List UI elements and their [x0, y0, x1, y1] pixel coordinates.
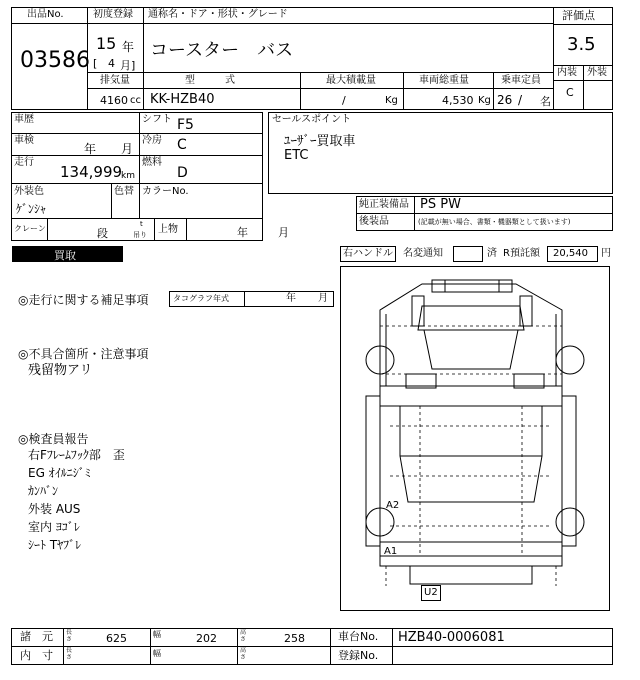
interior-width-label: 幅	[153, 649, 161, 658]
fuel-label: 燃料	[142, 157, 162, 168]
mileage-value: 134,999	[60, 163, 123, 181]
sales-point-1: ﾕｰｻﾞｰ買取車	[284, 134, 356, 149]
gross-weight-label: 車両総重量	[419, 75, 469, 86]
crane-hoist-label: 吊り	[133, 231, 147, 239]
name-change-box	[453, 246, 483, 262]
history-label: 車歴	[14, 114, 34, 125]
car-name: コースター バス	[150, 40, 294, 61]
aftermarket-label: 後装品	[359, 216, 389, 227]
deposit-label: R預託額	[503, 248, 540, 259]
displacement: 4160	[100, 94, 128, 107]
inspection-month: 月	[121, 142, 134, 156]
chassis-number: HZB40-0006081	[398, 630, 505, 645]
reg-month-open: [	[93, 57, 98, 70]
fuel-value: D	[177, 165, 188, 181]
vehicle-diagram	[340, 266, 610, 611]
driving-notes-title: ◎走行に関する補足事項	[18, 293, 149, 307]
shift-value: F5	[177, 117, 194, 133]
deposit-prefix: 済	[487, 248, 497, 259]
reg-month: 4	[108, 57, 115, 70]
upper-month: 月	[278, 226, 289, 239]
height-value: 258	[284, 632, 305, 645]
chassis-label: 車台No.	[338, 630, 379, 643]
damage-mark-u2: U2	[424, 587, 438, 598]
sales-point-label: セールスポイント	[272, 114, 352, 125]
capacity-label: 乗車定員	[501, 75, 541, 86]
interior-dims-label: 内 寸	[20, 649, 53, 662]
ac-value: C	[177, 137, 187, 153]
reg-year: 15	[96, 34, 117, 53]
registration-label: 登録No.	[338, 649, 379, 662]
damage-mark-a1: A1	[384, 546, 398, 557]
shift-label: シフト	[142, 114, 172, 125]
exterior-score-label: 外装	[587, 67, 607, 78]
inspector-item: ｶﾝﾊﾞﾝ	[28, 484, 59, 498]
interior-score: C	[566, 86, 574, 99]
interior-length-label: 長さ	[66, 647, 73, 661]
inspector-item: 室内 ﾖｺﾞﾚ	[28, 520, 80, 534]
inspector-report-title: ◎検査員報告	[18, 432, 89, 446]
crane-label: クレーン	[14, 224, 46, 233]
model-code: KK-HZB40	[150, 92, 215, 107]
inspector-item: EG ｵｲﾙﾆｼﾞﾐ	[28, 466, 91, 480]
sales-point-2: ETC	[284, 148, 309, 163]
color-label: 外装色	[14, 186, 44, 197]
height-label: 高さ	[240, 629, 247, 643]
dims-label: 諸 元	[20, 630, 53, 643]
inspector-item: 右Fﾌﾚｰﾑﾌｯｸ部 歪	[28, 448, 125, 462]
ac-label: 冷房	[142, 135, 162, 146]
interior-score-label: 内装	[557, 67, 577, 78]
defect-notes-title: ◎不具合箇所・注意事項	[18, 347, 149, 361]
aftermarket-note: (記載が無い場合、書類・機器類として扱います)	[418, 218, 571, 226]
reg-month-unit: 月]	[120, 59, 136, 72]
capacity-unit: 名	[540, 95, 551, 108]
length-label: 長さ	[66, 629, 73, 643]
lot-label: 出品No.	[27, 9, 64, 20]
details-frame	[11, 112, 263, 241]
right-hand-label: 右ハンドル	[343, 248, 393, 259]
inspection-label: 車検	[14, 135, 34, 146]
tachograph-month: 月	[318, 293, 328, 304]
upper-label: 上物	[158, 224, 178, 235]
reg-year-unit: 年	[122, 40, 135, 54]
model-label: 型 式	[185, 75, 235, 86]
color-no-label: カラーNo.	[142, 186, 189, 197]
tachograph-label: タコグラフ年式	[173, 294, 229, 303]
name-label: 通称名・ドア・形状・グレード	[148, 9, 288, 20]
gross-weight: 4,530	[442, 94, 474, 107]
length-value: 625	[106, 632, 127, 645]
interior-height-label: 高さ	[240, 647, 247, 661]
purchase-badge: 買取	[12, 246, 123, 262]
color-change-label: 色替	[114, 186, 134, 197]
max-load-label: 最大積載量	[326, 75, 376, 86]
displacement-unit: cc	[130, 95, 141, 106]
capacity-slash: /	[518, 93, 523, 107]
width-value: 202	[196, 632, 217, 645]
width-label: 幅	[153, 630, 161, 639]
crane-t-unit: t	[140, 220, 143, 228]
tachograph-year: 年	[286, 293, 296, 304]
lot-number: 03586	[20, 48, 90, 73]
name-change-label: 名変通知	[403, 248, 443, 259]
inspector-item: ｼｰﾄ Tﾔﾌﾞﾚ	[28, 538, 82, 552]
damage-mark-a2: A2	[386, 500, 400, 511]
color-value: ｹﾞﾝｼｬ	[16, 202, 47, 216]
equipment-value: PS PW	[420, 197, 461, 212]
mileage-unit: km	[121, 171, 135, 181]
displacement-label: 排気量	[100, 75, 130, 86]
mileage-label: 走行	[14, 157, 34, 168]
capacity: 26	[497, 93, 513, 107]
max-load-slash: /	[342, 94, 346, 107]
defect-item: 残留物アリ	[28, 363, 93, 378]
first-reg-label: 初度登録	[93, 9, 133, 20]
max-load-unit: Kg	[385, 95, 398, 106]
inspection-year: 年	[84, 142, 97, 156]
deposit-value: 20,540	[553, 248, 588, 259]
score-label: 評価点	[562, 9, 595, 22]
equipment-label: 純正装備品	[359, 199, 409, 210]
crane-stage-unit: 段	[97, 227, 108, 240]
gross-weight-unit: Kg	[478, 95, 491, 106]
score-value: 3.5	[567, 34, 596, 55]
deposit-unit: 円	[601, 248, 611, 259]
upper-year: 年	[237, 226, 248, 239]
inspector-item: 外装 AUS	[28, 502, 81, 516]
